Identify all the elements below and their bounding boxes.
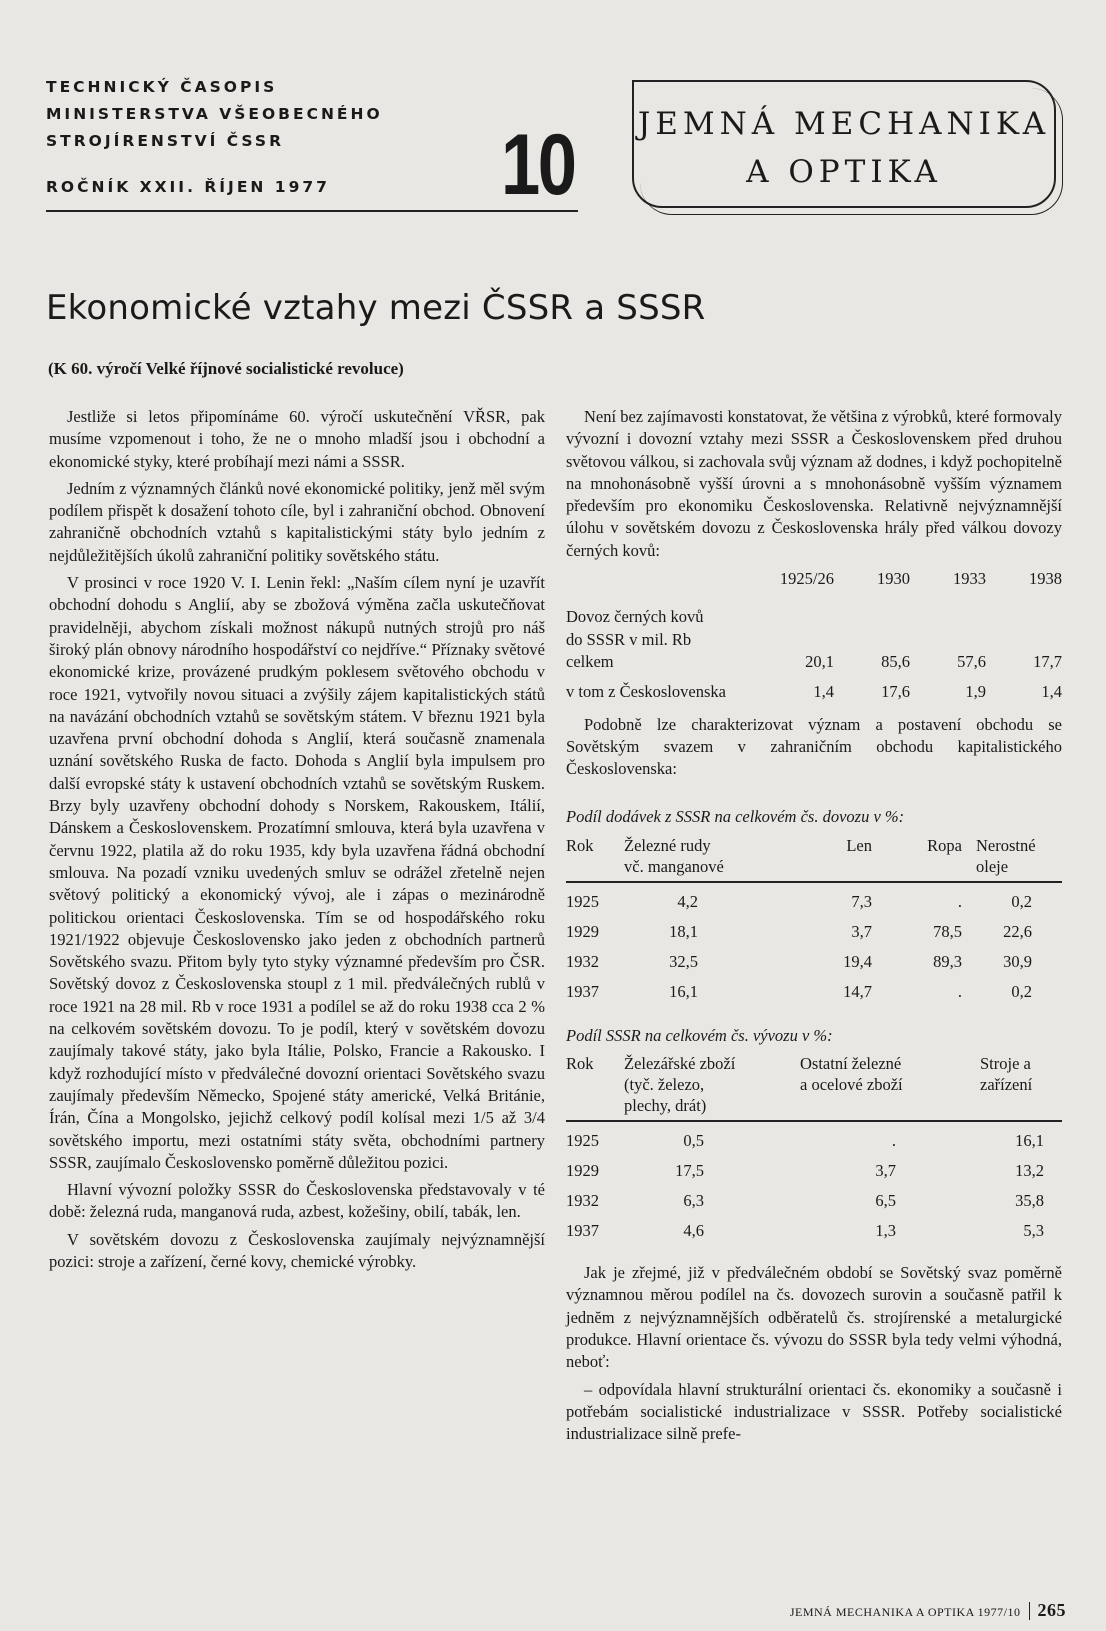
table-cell: 3,7 (875, 1161, 896, 1181)
footer-journal: JEMNÁ MECHANIKA A OPTIKA 1977/10 (789, 1605, 1021, 1619)
table-cell: 7,3 (851, 891, 872, 911)
column-header: Rok (566, 1054, 594, 1074)
column-header: Železné rudy vč. manganové (624, 835, 724, 876)
table-cell: 85,6 (881, 651, 910, 671)
table-cell: 19,4 (843, 951, 872, 971)
masthead-rule (46, 210, 578, 212)
table-cell: 22,6 (1003, 921, 1032, 941)
paragraph: Není bez zajímavosti konstatovat, že většina z výrobků, které formovaly vývozní i dovozní vztahy mezi SSSR a Československem před druhou světovou válkou, si zachovala svůj význam až dodnes, i když pochopitelně na mnohonásobně vyšší úrovni a s mnohonásobně vyšším významem především pro ekonomiku Československa. Relativně nejvýznamnější úlohu v sovětském dovozu z Československa hrály před válkou dovozy černých kovů: (566, 407, 1062, 560)
table-row (566, 1160, 1062, 1190)
table-cell: 17,5 (675, 1161, 704, 1181)
issue-number: 10 (501, 117, 575, 213)
article-subtitle: (K 60. výročí Velké říjnové socialistické revoluce) (48, 359, 404, 378)
paragraph: – odpovídala hlavní strukturální orientaci čs. ekonomiky a současně i potřebám socialistické industrializace v SSSR. Potřeby socialistické industrializace silně prefe- (566, 1379, 1062, 1444)
table-cell: 57,6 (957, 651, 986, 671)
table-row (566, 1130, 1062, 1160)
table-cell: 17,6 (881, 682, 910, 702)
table-cell: 6,3 (683, 1191, 704, 1211)
paragraph: Hlavní vývozní položky SSSR do Československa představovaly v té době: železná ruda, manganová ruda, azbest, kožešiny, obilí, tabák, len. (49, 1180, 545, 1222)
table-cell: 16,1 (669, 981, 698, 1001)
table-cell: 4,2 (677, 891, 698, 911)
table-cell: 4,6 (683, 1221, 704, 1241)
table-cell: 1932 (566, 951, 599, 971)
table-row (566, 1190, 1062, 1220)
export-share-table (566, 1053, 1062, 1250)
right-column (566, 406, 1062, 1450)
column-header: Stroje a zařízení (980, 1054, 1033, 1095)
article-title: Ekonomické vztahy mezi ČSSR a SSSR (46, 288, 706, 328)
table-row (566, 921, 1062, 951)
paragraph: Jedním z významných článků nové ekonomické politiky, jenž měl svým podílem přispět k dosažení tohoto cíle, byl i zahraniční obchod. Obnovení zahraničně obchodních vztahů s kapitalistickými státy bylo jedním z nejdůležitějších úkolů zahraniční politiky sovětského státu. (49, 478, 545, 565)
table-cell: 32,5 (669, 951, 698, 971)
table-cell: 0,2 (1011, 891, 1032, 911)
publisher-line: MINISTERSTVA VŠEOBECNÉHO (46, 105, 383, 123)
ferrous-metals-import-table (566, 568, 1062, 703)
publisher-lines (46, 74, 383, 155)
footer-divider (1029, 1602, 1030, 1620)
publisher-line: STROJÍRENSTVÍ ČSSR (46, 132, 285, 150)
paragraph: Jestliže si letos připomínáme 60. výročí uskutečnění VŘSR, pak musíme vzpomenout i toho, že ne o mnoho mladší jsou i obchodní a ekonomické styky, které probíhají mezi námi a SSSR. (49, 407, 545, 471)
table-header-row (566, 1053, 1062, 1121)
table-cell: 1,3 (875, 1221, 896, 1241)
table-cell: 35,8 (1015, 1191, 1044, 1211)
column-header: Ropa (927, 835, 962, 855)
table-cell: 30,9 (1003, 951, 1032, 971)
table-cell: 0,2 (1011, 981, 1032, 1001)
left-column (49, 406, 545, 1278)
table-cell: 1925 (566, 1131, 599, 1151)
table-cell: 13,2 (1015, 1161, 1044, 1181)
table-cell: 20,1 (805, 651, 834, 671)
table-row (566, 981, 1062, 1011)
table-cell: 1,9 (965, 682, 986, 702)
paragraph: Jak je zřejmé, již v předválečném období se Sovětský svaz poměrně významnou měrou podílel na čs. dovozech surovin a současně patřil k jednĕm z nejvýznamnějších odběratelů čs. strojírenské a metalurgické produkce. Hlavní orientace čs. vývozu do SSSR byla tedy velmi výhodná, neboť: (566, 1263, 1062, 1372)
table-cell: 0,5 (683, 1131, 704, 1151)
year-header: 1930 (877, 569, 910, 589)
table-cell: 89,3 (933, 951, 962, 971)
row-label: Dovoz černých kovů (566, 607, 704, 627)
table-cell: 1932 (566, 1191, 599, 1211)
table-cell: 1929 (566, 1161, 599, 1181)
table-header-row (566, 835, 1062, 882)
table-cell: 1,4 (813, 682, 834, 702)
paragraph: Podobně lze charakterizovat význam a postavení obchodu se Sovětským svazem v zahraničním obchodu kapitalistického Československa: (566, 714, 1062, 779)
table-cell: 17,7 (1033, 651, 1062, 671)
table-cell: 14,7 (843, 981, 872, 1001)
table-cell: 1937 (566, 981, 599, 1001)
year-header: 1925/26 (779, 569, 834, 589)
page-footer (790, 1600, 1066, 1621)
table-label-row (566, 629, 1062, 651)
year-header: 1933 (953, 569, 986, 589)
table-row (566, 891, 1062, 921)
journal-title-box (632, 80, 1056, 208)
table-label-row (566, 606, 1062, 628)
issue-line: ROČNÍK XXII. ŘÍJEN 1977 (46, 178, 330, 196)
paragraph: V sovětském dovozu z Československa zaujímaly nejvýznamnější pozici: stroje a zařízení, černé kovy, chemické výrobky. (49, 1229, 545, 1271)
import-share-table (566, 835, 1062, 1011)
column-header: Rok (566, 835, 594, 855)
table-cell: 1925 (566, 891, 599, 911)
masthead (46, 74, 576, 214)
table-cell: 78,5 (933, 921, 962, 941)
table-row (566, 651, 1062, 681)
table-cell: 18,1 (669, 921, 698, 941)
table-cell: 5,3 (1023, 1221, 1044, 1241)
table-cell: . (957, 981, 962, 1001)
column-header: Nerostné oleje (976, 835, 1036, 876)
table-row (566, 951, 1062, 981)
table-cell: 1,4 (1041, 682, 1062, 702)
column-header: Ostatní železné a ocelové zboží (800, 1054, 903, 1095)
row-label: celkem (566, 651, 614, 671)
paragraph: V prosinci v roce 1920 V. I. Lenin řekl: „Naším cílem nyní je uzavřít obchodní dohodu s Anglií, aby se zbožová výměna začla uskutečňovat pravidelněji, abychom získali možnost nákupů nutných strojů pro náš široký plán obnovy národního hospodářství co nejdříve.“ Příznaky světové ekonomické krize, provázené prudkým poklesem světového obchodu v roce 1921, vytvořily novou situaci a zvýšily zájem kapitalistických států na navázání obchodních vztahů se sovětským státem. V březnu 1921 byla uzavřena první obchodní dohoda s Anglií, která současně znamenala uznání sovětského Ruska de facto. Dohoda s Anglií byla impulsem pro další evropské státy k ustavení obchodních vztahů se sovětským Ruskem. Brzy byly uzavřeny obchodní dohody s Norskem, Rakouskem, Itálií, Dánskem a Československem. Prozatímní smlouva, která byla uzavřena v červnu 1922, platila až do roku 1935, kdy byla uzavřena řádná obchodní smlouva. Na pozadí vzniku uvedených smluv se odrážel zřetelně nejen světový politický a ekonomický vývoj, ale i zápas o mezinárodně politickou orientaci Československa. Tím se od hospodářského roku 1921/1922 objevuje Československo jako jeden z obchodních partnerů Sovětského svazu. Přitom byly tyto styky významné především pro ČSR. Sovětský dovoz z Československa stoupl z 1 mil. předválečných rublů v roce 1921 na 28 mil. Rb v roce 1931 a podílel se až do roku 1938 cca 2 % na celkovém sovětském dovozu. To je podíl, který v sovětském dovozu zaujímaly takové státy, jako byla Itálie, Polsko, Francie a Rakousko. I když rozhodující místo v předválečné dovozní orientaci Sovětského svazu zaujímaly především Německo, Spojené státy americké, Velká Británie, Írán, Čína a Mongolsko, jejichž celkový podíl kolísal mezi 1/5 až 3/4 sovětského importu, mezi ostatními státy světa, obchodními partnery SSSR, zaujímalo Československo poměrně důležitou pozici. (49, 573, 545, 1172)
column-header: Železářské zboží (tyč. železo, plechy, drát) (624, 1054, 736, 1116)
row-label: do SSSR v mil. Rb (566, 629, 692, 649)
table-cell: 16,1 (1015, 1131, 1044, 1151)
table-row (566, 1220, 1062, 1250)
table-caption: Podíl dodávek z SSSR na celkovém čs. dovozu v %: (566, 807, 905, 827)
page-number: 265 (1037, 1600, 1066, 1620)
publisher-line: TECHNICKÝ ČASOPIS (46, 78, 278, 96)
column-header: Len (846, 835, 872, 855)
table-cell: 3,7 (851, 921, 872, 941)
table-header-row (566, 568, 1062, 606)
journal-title-line-1: JEMNÁ MECHANIKA (637, 106, 1051, 142)
row-label: v tom z Československa (566, 682, 726, 702)
table-cell: . (891, 1131, 896, 1151)
table-cell: 1929 (566, 921, 599, 941)
table-cell: . (957, 891, 962, 911)
table-row (566, 681, 1062, 703)
table-cell: 6,5 (875, 1191, 896, 1211)
year-header: 1938 (1029, 569, 1062, 589)
table-caption: Podíl SSSR na celkovém čs. vývozu v %: (566, 1025, 833, 1045)
table-cell: 1937 (566, 1221, 599, 1241)
journal-title-line-2: A OPTIKA (746, 154, 942, 190)
